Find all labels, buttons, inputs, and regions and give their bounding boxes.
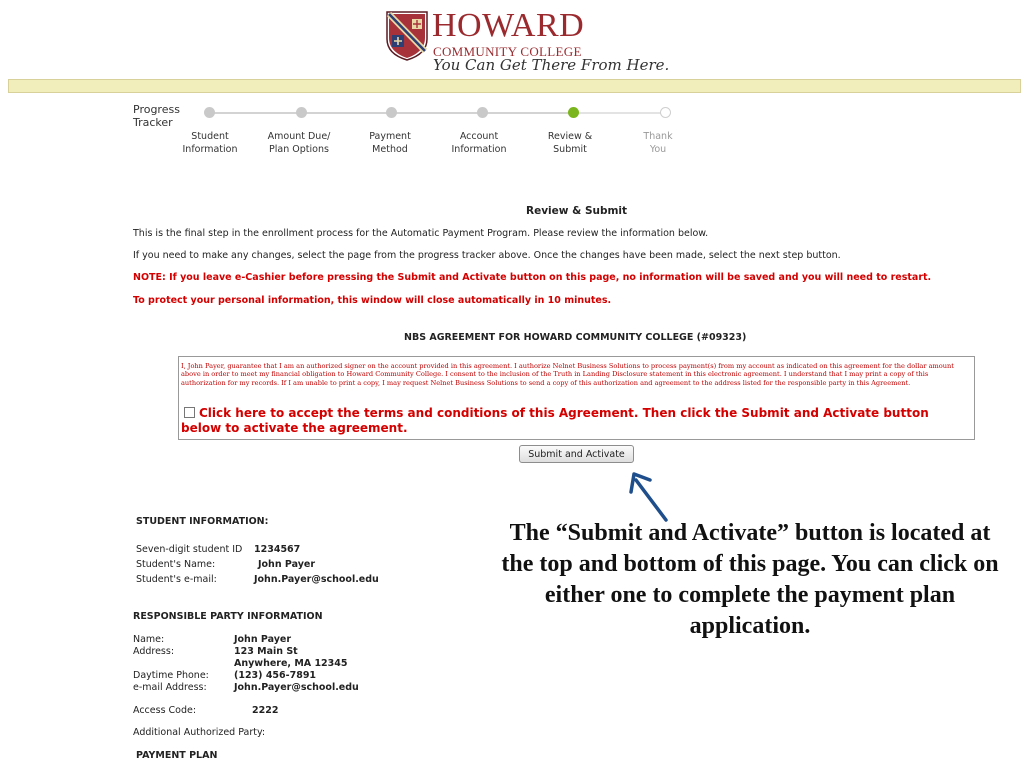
additional-party-label: Additional Authorized Party:	[133, 727, 266, 738]
intro-text-2: If you need to make any changes, select the page from the progress tracker above. Once the changes have been made, select the next step button.	[133, 250, 841, 261]
rp-address-line2: Anywhere, MA 12345	[234, 658, 348, 669]
rp-phone-value: (123) 456-7891	[234, 670, 317, 681]
timeout-warning: To protect your personal information, this window will close automatically in 10 minutes.	[133, 295, 612, 306]
tracker-step-2-dot[interactable]	[296, 107, 307, 118]
student-name-value: John Payer	[258, 559, 316, 570]
tracker-step-2-label-line2: Plan Options	[269, 144, 329, 155]
callout-arrow-icon	[626, 468, 672, 524]
logo-tagline: You Can Get There From Here.	[433, 56, 670, 74]
student-info-title: STUDENT INFORMATION:	[136, 516, 269, 527]
college-shield-logo	[386, 11, 428, 61]
access-code-label: Access Code:	[133, 705, 197, 716]
review-heading: Review & Submit	[526, 205, 628, 217]
payment-plan-title: PAYMENT PLAN	[136, 750, 218, 761]
tracker-step-4-label[interactable]	[434, 130, 524, 156]
logo-subtitle: COMMUNITY COLLEGE	[433, 44, 582, 59]
tracker-step-3-label-line2: Method	[372, 144, 408, 155]
accept-terms-label[interactable]: Click here to accept the terms and conditions of this Agreement. Then click the Submit and Activate button below to activate the agreement.	[181, 406, 929, 435]
student-email-label: Student's e-mail:	[136, 574, 217, 585]
tracker-step-1-label-line2: Information	[182, 144, 238, 155]
agreement-heading: NBS AGREEMENT FOR HOWARD COMMUNITY COLLEGE (#09323)	[404, 332, 747, 343]
rp-email-value: John.Payer@school.edu	[234, 682, 359, 693]
intro-text-1: This is the final step in the enrollment process for the Automatic Payment Program. Please review the information below.	[133, 228, 709, 239]
student-id-value: 1234567	[254, 544, 301, 555]
responsible-party-title: RESPONSIBLE PARTY INFORMATION	[133, 611, 323, 622]
tracker-step-3-label[interactable]	[345, 130, 435, 156]
callout-text: The “Submit and Activate” button is located at the top and bottom of this page. You can click on either one to complete the payment plan application.	[501, 520, 999, 639]
tracker-step-2-label[interactable]	[254, 130, 344, 156]
student-id-label: Seven-digit student ID	[136, 544, 243, 555]
tracker-step-3-label-line1: Payment	[369, 131, 411, 142]
tracker-step-6-label-line2: You	[649, 144, 667, 155]
agreement-text: I, John Payer, guarantee that I am an authorized signer on the account provided in this agreement. I authorize Nelnet Business Solutions to process payment(s) from my account as indicated on this agreement for the dollar amount above in order to meet my financial obligation to Howard Community College. I consent to the inclusion of the Truth in Landing Disclosure statement in this electronic agreement. I understand that I may print a copy of this authorization for my records. If I am unable to print a copy, I may request Nelnet Business Solutions to send a copy of this authorization and agreement to the address listed for the responsible party in this Agreement.	[181, 362, 954, 387]
tracker-step-6-label-line1: Thank	[643, 131, 673, 142]
rp-address-line1: 123 Main St	[234, 646, 298, 657]
tracker-step-6-dot	[660, 107, 671, 118]
accept-terms-checkbox[interactable]	[184, 407, 195, 418]
tracker-step-4-label-line1: Account	[459, 131, 499, 142]
leave-warning-note: NOTE: If you leave e-Cashier before pressing the Submit and Activate button on this page, no information will be saved and you will need to restart.	[133, 272, 932, 283]
rp-address-label: Address:	[133, 646, 175, 657]
student-name-label: Student's Name:	[136, 559, 216, 570]
rp-name-label: Name:	[133, 634, 165, 645]
tracker-step-4-dot[interactable]	[477, 107, 488, 118]
tracker-step-4-label-line2: Information	[451, 144, 507, 155]
tracker-step-5-label	[525, 130, 615, 156]
student-email-value: John.Payer@school.edu	[254, 574, 379, 585]
logo-title: HOWARD	[432, 7, 585, 44]
tracker-step-1-dot[interactable]	[204, 107, 215, 118]
rp-name-value: John Payer	[234, 634, 292, 645]
tracker-line-remaining	[574, 112, 665, 114]
header-band	[8, 79, 1021, 93]
tracker-step-1-label[interactable]	[165, 130, 255, 156]
progress-tracker-title: Progress Tracker	[133, 103, 180, 129]
tracker-step-3-dot[interactable]	[386, 107, 397, 118]
tracker-step-6-label	[613, 130, 703, 156]
submit-and-activate-button[interactable]: Submit and Activate	[519, 445, 634, 463]
tracker-step-5-label-line1: Review &	[547, 131, 593, 142]
rp-phone-label: Daytime Phone:	[133, 670, 209, 681]
rp-email-label: e-mail Address:	[133, 682, 207, 693]
tracker-step-2-label-line1: Amount Due/	[267, 131, 331, 142]
tracker-step-5-label-line2: Submit	[553, 144, 587, 155]
tracker-step-1-label-line1: Student	[191, 131, 229, 142]
access-code-value: 2222	[252, 705, 279, 716]
tracker-step-5-dot	[568, 107, 579, 118]
